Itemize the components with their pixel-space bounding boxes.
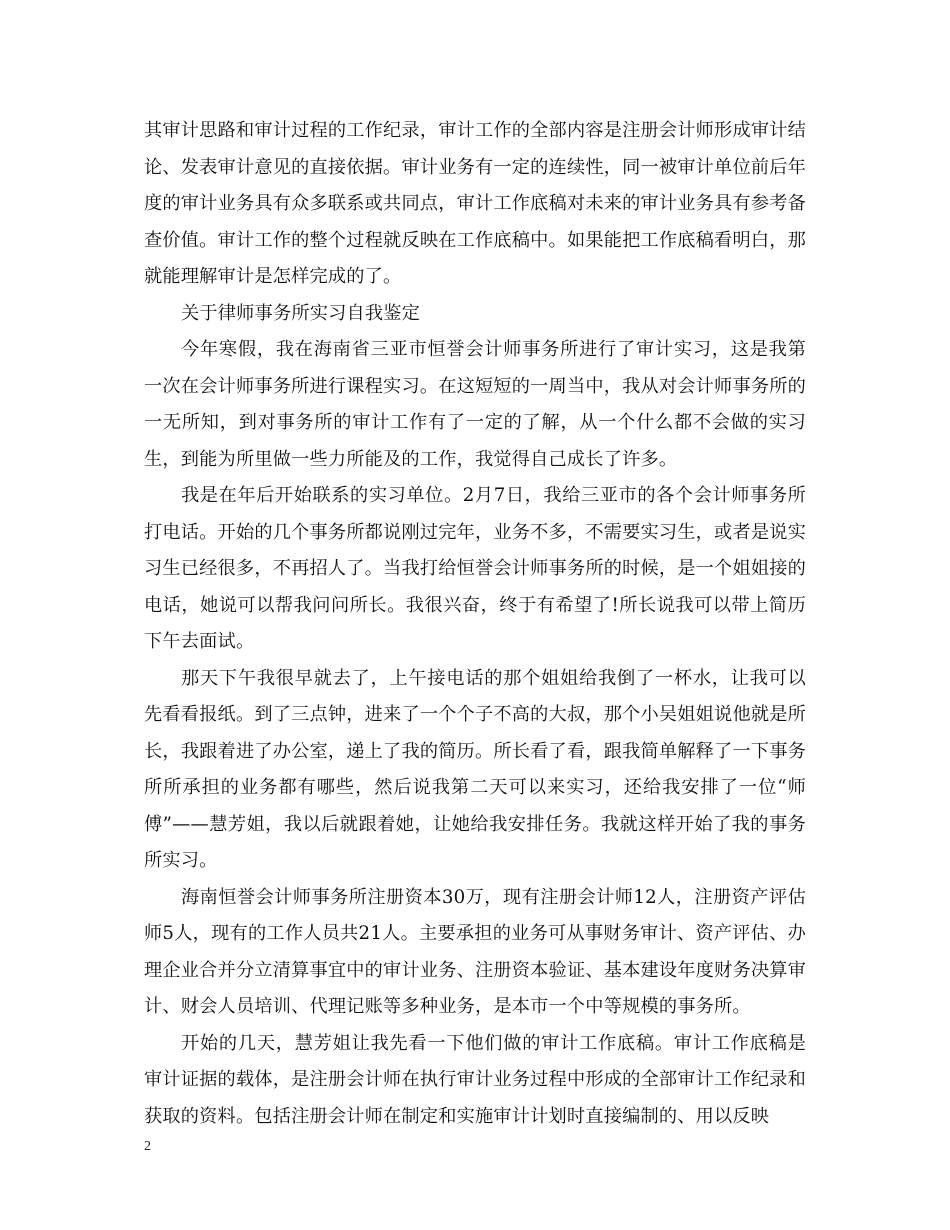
- paragraph-5: 海南恒誉会计师事务所注册资本30万，现有注册会计师12人，注册资产评估师5人，现有的工作人员共21人。主要承担的业务可从事财务审计、资产评估、办理企业合并分立清算事宜中的审计业务、注册资本验证、基本建设年度财务决算审计、财会人员培训、代理记账等多种业务，是本市一个中等规模的事务所。: [144, 886, 806, 1017]
- section-heading: 关于律师事务所实习自我鉴定: [181, 302, 421, 324]
- paragraph-4: 那天下午我很早就去了，上午接电话的那个姐姐给我倒了一杯水，让我可以先看看报纸。到了三点钟，进来了一个个子不高的大叔，那个小吴姐姐说他就是所长，我跟着进了办公室，递上了我的简历。所长看了看，跟我简单解释了一下事务所所承担的业务都有哪些，然后说我第二天可以来实习，还给我安排了一位“师傅”——慧芳姐，我以后就跟着她，让她给我安排任务。我就这样开始了我的事务所实习。: [144, 667, 806, 871]
- document-body: [144, 113, 806, 1135]
- paragraph-2: 今年寒假，我在海南省三亚市恒誉会计师事务所进行了审计实习，这是我第一次在会计师事务所进行课程实习。在这短短的一周当中，我从对会计师事务所的一无所知，到对事务所的审计工作有了一定的了解，从一个什么都不会做的实习生，到能为所里做一些力所能及的工作，我觉得自己成长了许多。: [144, 339, 806, 470]
- page-number: 2: [144, 1139, 151, 1154]
- paragraph-6: 开始的几天，慧芳姐让我先看一下他们做的审计工作底稿。审计工作底稿是审计证据的载体，是注册会计师在执行审计业务过程中形成的全部审计工作纪录和获取的资料。包括注册会计师在制定和实施审计计划时直接编制的、用以反映: [144, 1032, 806, 1127]
- paragraph-1: 其审计思路和审计过程的工作纪录，审计工作的全部内容是注册会计师形成审计结论、发表审计意见的直接依据。审计业务有一定的连续性，同一被审计单位前后年度的审计业务具有众多联系或共同点，审计工作底稿对未来的审计业务具有参考备查价值。审计工作的整个过程就反映在工作底稿中。如果能把工作底稿看明白，那就能理解审计是怎样完成的了。: [144, 120, 806, 287]
- paragraph-3: 我是在年后开始联系的实习单位。2月7日，我给三亚市的各个会计师事务所打电话。开始的几个事务所都说刚过完年，业务不多，不需要实习生，或者是说实习生已经很多，不再招人了。当我打给恒誉会计师事务所的时候，是一个姐姐接的电话，她说可以帮我问问所长。我很兴奋，终于有希望了!所长说我可以带上简历下午去面试。: [144, 485, 806, 652]
